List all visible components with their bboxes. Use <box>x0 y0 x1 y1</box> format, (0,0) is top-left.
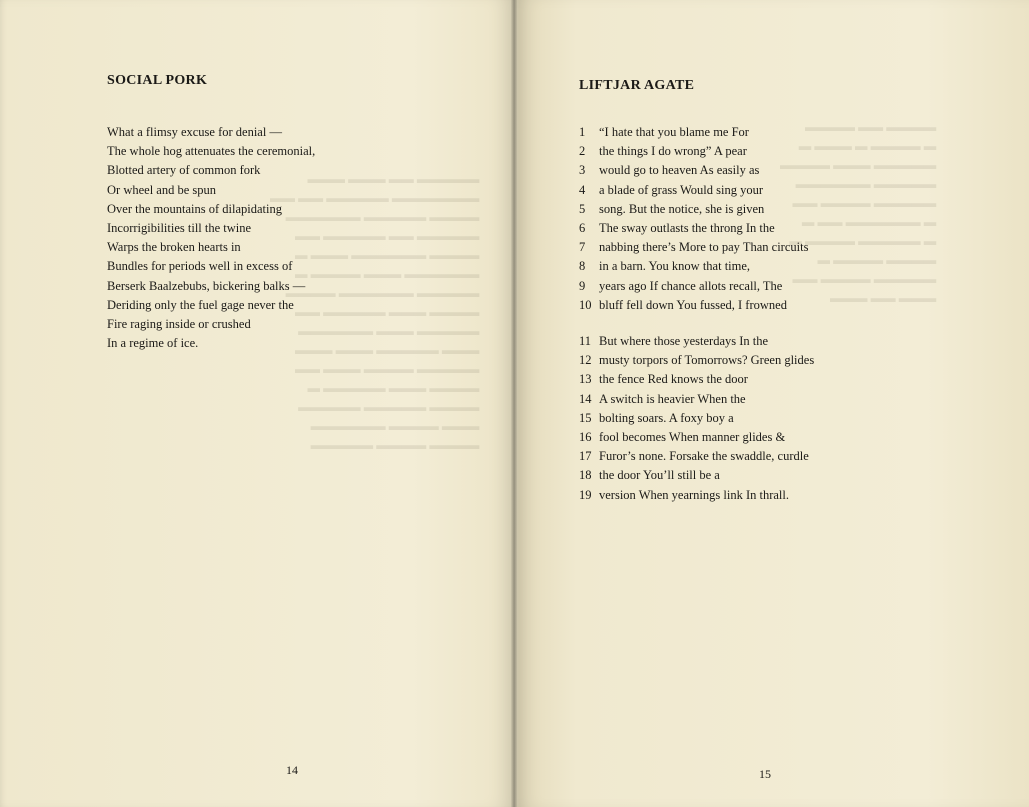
line-number: 9 <box>579 278 586 293</box>
line-number: 12 <box>579 353 592 368</box>
numbered-poem-line <box>579 466 814 485</box>
numbered-poem-line <box>579 257 808 276</box>
right-page-number: 15 <box>759 767 771 781</box>
line-text: years ago If chance allots recall, The <box>599 278 783 293</box>
line-text: in a barn. You know that time, <box>599 259 751 274</box>
bleed-through-left: ▬▬▬▬▬ ▬▬ ▬▬▬ ▬▬▬ ▬▬▬▬▬▬▬ ▬▬▬▬▬ ▬▬ ▬▬ ▬▬▬▬ ▬▬▬▬▬ ▬▬▬▬▬▬ ▬▬▬▬▬ ▬▬ ▬▬▬▬▬ ▬▬ ▬▬▬▬ ▬▬▬▬▬▬ ▬▬▬ ▬ ▬▬▬▬▬▬ ▬▬▬ ▬▬▬▬ ▬ ▬▬▬▬▬ ▬▬▬▬▬▬ ▬▬▬▬ ▬▬▬▬ ▬▬▬ ▬▬▬▬▬ ▬▬ ▬▬▬▬▬ ▬▬▬ ▬▬▬▬▬▬ ▬▬▬ ▬▬▬▬▬ ▬▬▬ ▬▬▬ ▬▬▬▬▬ ▬▬▬▬ ▬▬▬ ▬▬ ▬▬▬▬ ▬▬▬ ▬▬▬▬▬ ▬ ▬▬▬▬ ▬▬▬▬▬ ▬▬▬▬▬ ▬▬▬ ▬▬▬▬ ▬▬▬▬▬▬ ▬▬▬▬ ▬▬▬▬ ▬▬▬▬▬ <box>270 172 480 452</box>
line-number: 17 <box>579 449 592 464</box>
poem-line: Berserk Baalzebubs, bickering balks — <box>107 278 306 293</box>
line-number: 4 <box>579 182 586 197</box>
right-poem-stanza-1 <box>579 123 808 315</box>
poem-line: Deriding only the fuel gage never the <box>107 297 294 312</box>
line-text: fool becomes When manner glides & <box>599 430 786 445</box>
right-poem-stanza-2 <box>579 332 814 505</box>
line-number: 13 <box>579 372 592 387</box>
line-text: But where those yesterdays In the <box>599 334 769 348</box>
poem-line: Blotted artery of common fork <box>107 163 261 178</box>
numbered-poem-line <box>579 390 814 409</box>
left-page <box>0 0 514 807</box>
poem-line: Or wheel and be spun <box>107 182 216 197</box>
line-number: 18 <box>579 468 592 483</box>
numbered-poem-line <box>579 277 808 296</box>
numbered-poem-line <box>579 142 808 161</box>
numbered-poem-line <box>579 161 808 180</box>
numbered-poem-line <box>579 238 808 257</box>
line-text: A switch is heavier When the <box>599 391 746 406</box>
numbered-poem-line <box>579 219 808 238</box>
line-number: 7 <box>579 240 586 255</box>
line-number: 10 <box>579 297 592 312</box>
line-number: 3 <box>579 163 586 178</box>
line-text: version When yearnings link In thrall. <box>599 487 790 502</box>
numbered-poem-line <box>579 123 808 142</box>
line-text: “I hate that you blame me For <box>599 125 749 139</box>
poem-line: The whole hog attenuates the ceremonial, <box>107 144 316 159</box>
numbered-poem-line <box>579 200 808 219</box>
numbered-poem-line <box>579 486 814 505</box>
numbered-poem-line <box>579 428 814 447</box>
line-text: a blade of grass Would sing your <box>599 182 764 197</box>
line-number: 16 <box>579 430 592 445</box>
left-poem-body <box>107 123 315 353</box>
line-number: 8 <box>579 259 586 274</box>
numbered-poem-line <box>579 296 808 315</box>
line-text: bolting soars. A foxy boy a <box>599 410 734 425</box>
numbered-poem-line <box>579 370 814 389</box>
line-number: 2 <box>579 144 586 159</box>
line-text: the door You’ll still be a <box>599 468 720 483</box>
poem-line: Warps the broken hearts in <box>107 240 241 255</box>
line-number: 5 <box>579 201 586 216</box>
poem-line: What a flimsy excuse for denial — <box>107 125 282 139</box>
line-text: musty torpors of Tomorrows? Green glides <box>599 353 815 368</box>
line-number: 11 <box>579 334 592 348</box>
line-text: the things I do wrong” A pear <box>599 144 747 159</box>
numbered-poem-line <box>579 332 814 351</box>
bleed-through-right: ▬▬▬▬ ▬▬ ▬▬▬▬ ▬ ▬▬▬▬ ▬ ▬▬▬ ▬ ▬▬▬▬▬ ▬▬▬ ▬▬▬▬ ▬▬▬▬▬ ▬▬▬▬▬▬ ▬▬▬▬▬ ▬▬▬▬ ▬▬ ▬ ▬▬▬▬▬▬ ▬▬ ▬ ▬ ▬▬▬▬▬ ▬▬▬▬ ▬ ▬▬▬▬ ▬▬▬▬ ▬ ▬▬▬▬▬ ▬▬▬▬ ▬▬ ▬▬▬ ▬▬ ▬▬▬ <box>780 120 937 305</box>
line-number: 14 <box>579 391 592 406</box>
book-gutter <box>511 0 517 807</box>
poem-line: Bundles for periods well in excess of <box>107 259 293 274</box>
line-number: 6 <box>579 221 586 236</box>
line-number: 15 <box>579 410 592 425</box>
line-text: nabbing there’s More to pay Than circuits <box>599 240 809 255</box>
line-text: The sway outlasts the throng In the <box>599 221 775 236</box>
poem-line: Over the mountains of dilapidating <box>107 201 282 216</box>
line-number: 1 <box>579 125 586 139</box>
line-text: the fence Red knows the door <box>599 372 748 387</box>
poem-line: In a regime of ice. <box>107 336 199 351</box>
numbered-poem-line <box>579 447 814 466</box>
line-text: song. But the notice, she is given <box>599 201 765 216</box>
left-poem-title: SOCIAL PORK <box>107 73 208 88</box>
line-text: Furor’s none. Forsake the swaddle, curdle <box>599 449 809 464</box>
numbered-poem-line <box>579 409 814 428</box>
left-page-number: 14 <box>286 763 298 777</box>
line-number: 19 <box>579 487 592 502</box>
line-text: bluff fell down You fussed, I frowned <box>599 297 787 312</box>
poem-line: Fire raging inside or crushed <box>107 317 251 332</box>
numbered-poem-line <box>579 351 814 370</box>
poem-line: Incorrigibilities till the twine <box>107 221 252 236</box>
line-text: would go to heaven As easily as <box>599 163 760 178</box>
numbered-poem-line <box>579 181 808 200</box>
right-poem-title: LIFTJAR AGATE <box>579 78 695 93</box>
